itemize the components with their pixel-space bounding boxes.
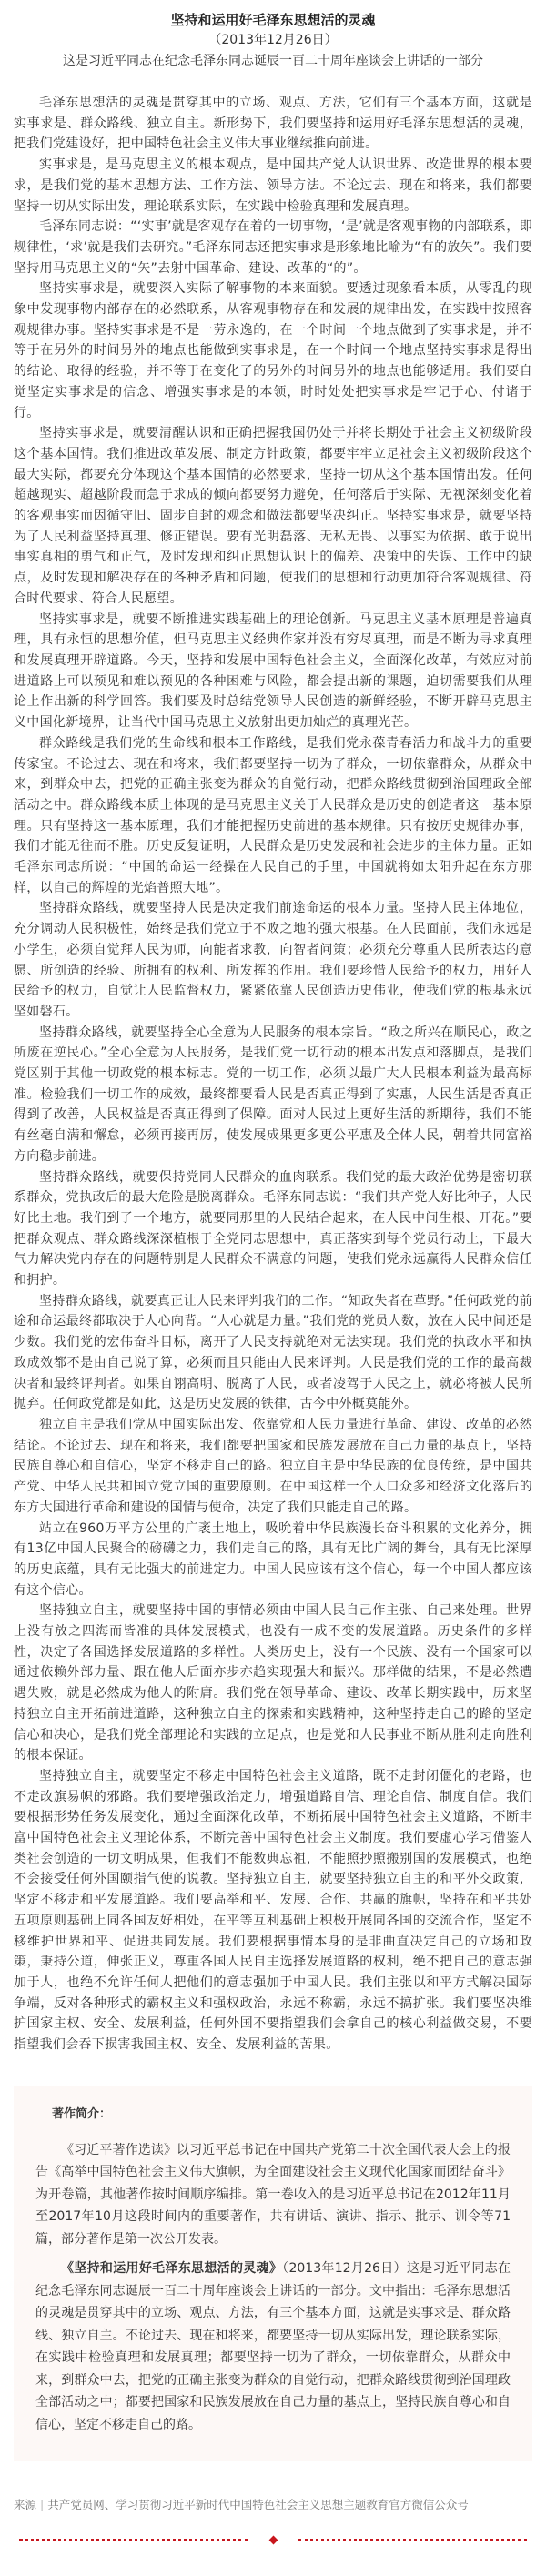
paragraph: 坚持独立自主，就要坚持中国的事情必须由中国人民自己作主张、自己来处理。世界上没有放之四海而皆准的具体发展模式，也没有一成不变的发展道路。历史条件的多样性，决定了各国选择发展道路的多样性。人类历史上，没有一个民族、没有一个国家可以通过依赖外部力量、跟在他人后面亦步亦趋实现强大和振兴。那样做的结果，不是必然遭遇失败，就是必然成为他人的附庸。我们党在领导革命、建设、改革长期实践中，历来坚持独立自主开拓前进道路，这种独立自主的探索和实践精神，这种坚持走自己的路的坚定信心和决心，是我们党全部理论和实践的立足点，也是党和人民事业不断从胜利走向胜利的根本保证。: [14, 1603, 532, 1763]
article-date: （2013年12月26日）: [208, 33, 338, 47]
paragraph: 坚持实事求是，就要深入实际了解事物的本来面貌。要透过现象看本质，从零乱的现象中发现事物内部存在的必然联系，从客观事物存在和发展的规律出发，在实践中按照客观规律办事。坚持实事求是不是一劳永逸的，在一个时间一个地点做到了实事求是，并不等于在另外的时间另外的地点也能做到实事求是，在一个时间一个地点坚持实事求是得出的结论、取得的经验，并不等于在变化了的另外的时间另外的地点也能够适用。我们要自觉坚定实事求是的信念、增强实事求是的本领，时时处处把实事求是牢记于心、付诸于行。: [14, 281, 532, 420]
paragraph: 坚持群众路线，就要保持党同人民群众的血肉联系。我们党的最大政治优势是密切联系群众，党执政后的最大危险是脱离群众。毛泽东同志说：“我们共产党人好比种子，人民好比土地。我们到了一个地方，就要同那里的人民结合起来，在人民中间生根、开花。”要把群众观点、群众路线深深植根于全党同志思想中，真正落实到每个党员行动上，下最大气力解决党内存在的问题特别是人民群众不满意的问题，使我们党永远赢得人民群众信任和拥护。: [14, 1169, 532, 1288]
intro-heading: 著作简介：: [52, 2106, 112, 2121]
intro-paragraph: 《习近平著作选读》以习近平总书记在中国共产党第二十次全国代表大会上的报告《高举中国特色社会主义伟大旗帜，为全面建设社会主义现代化国家而团结奋斗》为开卷篇，其他著作按时间顺序编排。第一卷收入的是习近平总书记在2012年11月至2017年10月这段时间内的重要著作，共有讲话、演讲、指示、批示、训令等71篇，部分著作是第一次公开发表。: [35, 2142, 511, 2247]
paragraph: 毛泽东同志说：“‘实事’就是客观存在着的一切事物，‘是’就是客观事物的内部联系，即规律性，‘求’就是我们去研究。”毛泽东同志还把实事求是形象地比喻为“有的放矢”。我们要坚持用马克思主义的“矢”去射中国革命、建设、改革的“的”。: [14, 219, 532, 276]
source-line: [14, 2496, 532, 2514]
intro-paragraph: [26, 2258, 520, 2436]
article-title: 坚持和运用好毛泽东思想活的灵魂: [170, 12, 376, 28]
paragraph: 坚持独立自主，就要坚定不移走中国特色社会主义道路，既不走封闭僵化的老路，也不走改旗易帜的邪路。我们要增强政治定力，增强道路自信、理论自信、制度自信。我们要根据形势任务发展变化，通过全面深化改革，不断拓展中国特色社会主义道路，不断丰富中国特色社会主义理论体系，不断完善中国特色社会主义制度。我们要虚心学习借鉴人类社会创造的一切文明成果，但我们不能数典忘祖，不能照抄照搬别国的发展模式，也绝不会接受任何外国颐指气使的说教。坚持独立自主，就要坚持独立自主的和平外交政策，坚定不移走和平发展道路。我们要高举和平、发展、合作、共赢的旗帜，坚持在和平共处五项原则基础上同各国友好相处，在平等互利基础上积极开展同各国的交流合作，坚定不移维护世界和平、促进共同发展。我们要根据事情本身的是非曲直决定自己的立场和政策，秉持公道，伸张正义，尊重各国人民自主选择发展道路的权利，绝不把自己的意志强加于人，也绝不允许任何人把他们的意志强加于中国人民。我们主张以和平方式解决国际争端，反对各种形式的霸权主义和强权政治，永远不称霸，永远不搞扩张。我们要坚决维护国家主权、安全、发展利益，任何外国不要指望我们会拿自己的核心利益做交易，不要指望我们会吞下损害我国主权、安全、发展利益的苦果。: [14, 1768, 532, 2053]
paragraph: 坚持实事求是，就要不断推进实践基础上的理论创新。马克思主义基本原理是普遍真理，具有永恒的思想价值，但马克思主义经典作家并没有穷尽真理，而是不断为寻求真理和发展真理开辟道路。今天，坚持和发展中国特色社会主义，全面深化改革，有效应对前进道路上可以预见和难以预见的各种困难与风险，都会提出新的课题，迫切需要我们从理论上作出新的科学回答。我们要及时总结党领导人民创造的新鲜经验，不断开辟马克思主义中国化新境界，让当代中国马克思主义放射出更加灿烂的真理光芒。: [14, 611, 532, 731]
divider-line-right: [298, 2539, 528, 2541]
paragraph: 实事求是，是马克思主义的根本观点，是中国共产党人认识世界、改造世界的根本要求，是我们党的基本思想方法、工作方法、领导方法。不论过去、现在和将来，我们都要坚持一切从实际出发，理论联系实际，在实践中检验真理和发展真理。: [14, 157, 532, 214]
paragraph: 坚持群众路线，就要真正让人民来评判我们的工作。“知政失者在草野。”任何政党的前途和命运最终都取决于人心向背。“人心就是力量。”我们党的党员人数，放在人民中间还是少数。我们党的宏伟奋斗目标，离开了人民支持就绝对无法实现。我们党的执政水平和执政成效都不是由自己说了算，必须而且只能由人民来评判。人民是我们党的工作的最高裁决者和最终评判者。如果自诩高明、脱离了人民，或者凌驾于人民之上，就必将被人民所抛弃。任何政党都是如此，这是历史发展的铁律，古今中外概莫能外。: [14, 1293, 532, 1412]
paragraph: 坚持实事求是，就要清醒认识和正确把握我国仍处于并将长期处于社会主义初级阶段这个基本国情。我们推进改革发展、制定方针政策，都要牢牢立足社会主义初级阶段这个最大实际，都要充分体现这个基本国情的必然要求，坚持一切从这个基本国情出发。任何超越现实、超越阶段而急于求成的倾向都要努力避免，任何落后于实际、无视深刻变化着的客观事实而因循守旧、固步自封的观念和做法都要坚决纠正。坚持实事求是，就要坚持为了人民利益坚持真理、修正错误。要有光明磊落、无私无畏、以事实为依据、敢于说出事实真相的勇气和正气，及时发现和纠正思想认识上的偏差、决策中的失误、工作中的缺点，及时发现和解决存在的各种矛盾和问题，使我们的思想和行动更加符合客观规律、符合时代要求、符合人民愿望。: [14, 426, 532, 606]
paragraph: 独立自主是我们党从中国实际出发、依靠党和人民力量进行革命、建设、改革的必然结论。不论过去、现在和将来，我们都要把国家和民族发展放在自己力量的基点上，坚持民族自尊心和自信心，坚定不移走自己的路。独立自主是中华民族的优良传统，是中国共产党、中华人民共和国立党立国的重要原则。在中国这样一个人口众多和经济文化落后的东方大国进行革命和建设的国情与使命，决定了我们只能走自己的路。: [14, 1418, 532, 1515]
paragraph: 毛泽东思想活的灵魂是贯穿其中的立场、观点、方法，它们有三个基本方面，这就是实事求是、群众路线、独立自主。新形势下，我们要坚持和运用好毛泽东思想活的灵魂，把我们党建设好，把中国特色社会主义伟大事业继续推向前进。: [14, 96, 532, 152]
article-subtitle: 这是习近平同志在纪念毛泽东同志诞辰一百二十周年座谈会上讲话的一部分: [63, 54, 483, 68]
footer-divider: [19, 2531, 527, 2549]
book-intro-box: [14, 2086, 532, 2462]
intro-work-description: （2013年12月26日）这是习近平同志在纪念毛泽东同志诞辰一百二十周年座谈会上讲话的一部分。文中指出：毛泽东思想活的灵魂是贯穿其中的立场、观点、方法，有三个基本方面，这就是实事求是、群众路线、独立自主。不论过去、现在和将来，都要坚持一切从实际出发，理论联系实际，在实践中检验真理和发展真理；都要坚持一切为了群众，一切依靠群众，从群众中来，到群众中去，把党的正确主张变为群众的自觉行动，把群众路线贯彻到治国理政全部活动之中；都要把国家和民族发展放在自己力量的基点上，坚持民族自尊心和自信心，坚定不移走自己的路。: [35, 2261, 511, 2432]
source-text: 共产党员网、学习贯彻习近平新时代中国特色社会主义思想主题教育官方微信公众号: [47, 2498, 469, 2512]
source-label: 来源: [14, 2498, 37, 2512]
divider-line-left: [19, 2539, 248, 2541]
paragraph: 群众路线是我们党的生命线和根本工作路线，是我们党永葆青春活力和战斗力的重要传家宝。不论过去、现在和将来，我们都要坚持一切为了群众，一切依靠群众，从群众中来，到群众中去，把党的正确主张变为群众的自觉行动，把群众路线贯彻到治国理政全部活动之中。群众路线本质上体现的是马克思主义关于人民群众是历史的创造者这一基本原理。只有坚持这一基本原理，我们才能把握历史前进的基本规律。只有按历史规律办事，我们才能无往而不胜。历史反复证明，人民群众是历史发展和社会进步的主体力量。正如毛泽东同志所说：“中国的命运一经操在人民自己的手里，中国就将如太阳升起在东方那样，以自己的辉煌的光焰普照大地”。: [14, 735, 532, 895]
paragraph: 坚持群众路线，就要坚持人民是决定我们前途命运的根本力量。坚持人民主体地位，充分调动人民积极性，始终是我们党立于不败之地的强大根基。在人民面前，我们永远是小学生，必须自觉拜人民为师，向能者求教，向智者问策；必须充分尊重人民所表达的意愿、所创造的经验、所拥有的权利、所发挥的作用。我们要珍惜人民给予的权力，用好人民给予的权力，自觉让人民监督权力，紧紧依靠人民创造历史伟业，使我们党的根基永远坚如磐石。: [14, 901, 532, 1019]
source-separator: |: [40, 2498, 45, 2512]
paragraph: 站立在960万平方公里的广袤土地上，吸吮着中华民族漫长奋斗积累的文化养分，拥有13亿中国人民聚合的磅礴之力，我们走自己的路，具有无比广阔的舞台，具有无比深厚的历史底蕴，具有无比强大的前进定力。中国人民应该有这个信心，每一个中国人都应该有这个信心。: [14, 1520, 532, 1598]
paragraph: 坚持群众路线，就要坚持全心全意为人民服务的根本宗旨。“政之所兴在顺民心，政之所废在逆民心。”全心全意为人民服务，是我们党一切行动的根本出发点和落脚点，是我们党区别于其他一切政党的根本标志。党的一切工作，必须以最广大人民根本利益为最高标准。检验我们一切工作的成效，最终都要看人民是否真正得到了实惠，人民生活是否真正得到了改善，人民权益是否真正得到了保障。面对人民过上更好生活的新期待，我们不能有丝毫自满和懈怠，必须再接再厉，使发展成果更多更公平惠及全体人民，朝着共同富裕方向稳步前进。: [14, 1025, 532, 1164]
diamond-icon: [268, 2535, 278, 2544]
intro-work-title: 《坚持和运用好毛泽东思想活的灵魂》: [61, 2261, 283, 2277]
article-body: [14, 93, 532, 2056]
